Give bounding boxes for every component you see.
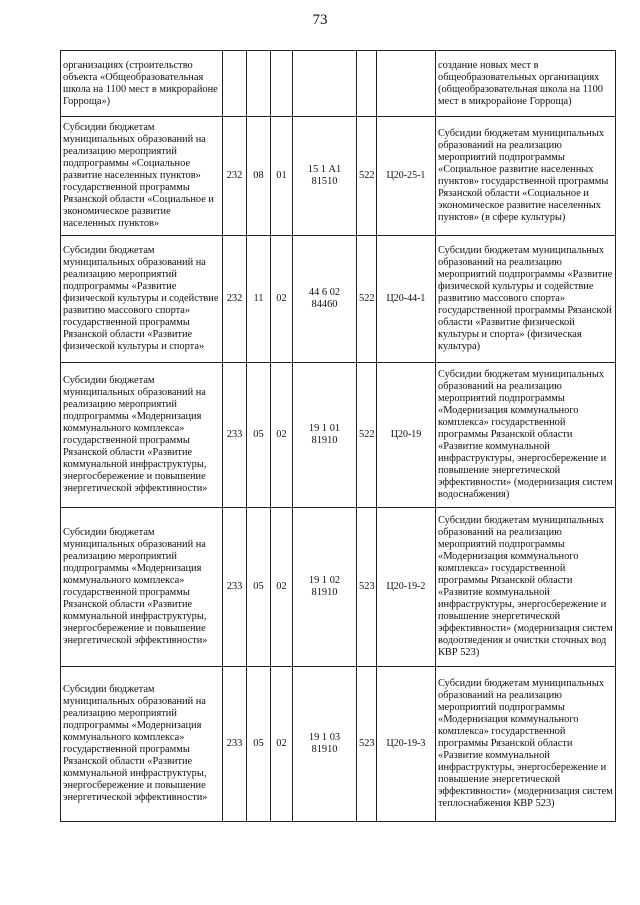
row-expense-type: 523	[357, 667, 377, 822]
row-description: Субсидии бюджетам муниципальных образований на реализацию мероприятий подпрограммы «Социальное развитие населенных пунктов» государственной программы Рязанской области «Социальное и экономическое развитие населенных пунктов»	[61, 117, 223, 236]
row-expense-type: 522	[357, 117, 377, 236]
row-subsidy-code: Ц20-44-1	[377, 236, 436, 363]
row-purpose-note: Субсидии бюджетам муниципальных образований на реализацию мероприятий подпрограммы «Развитие физической культуры и содействие развитию массового спорта» государственной программы Рязанской области «Развитие физической культуры и спорта» (физическая культура)	[436, 236, 616, 363]
row-purpose-note: Субсидии бюджетам муниципальных образований на реализацию мероприятий подпрограммы «Модернизация коммунального комплекса» государственной программы Рязанской области «Развитие коммунальной инфраструктуры, энергосбережение и повышение энергетической эффективности» (модернизация систем водоснабжения)	[436, 363, 616, 508]
row-expense-type: 523	[357, 508, 377, 667]
table-row	[61, 508, 616, 667]
table-row	[61, 51, 616, 117]
row-subsection-code	[271, 51, 293, 117]
row-section-code: 05	[247, 508, 271, 667]
budget-table	[60, 50, 616, 822]
table-row	[61, 117, 616, 236]
table-body	[61, 51, 616, 822]
row-subsidy-code: Ц20-19-2	[377, 508, 436, 667]
table-row	[61, 667, 616, 822]
row-description: организациях (строительство объекта «Общеобразовательная школа на 1100 мест в микрорайоне Горроща»)	[61, 51, 223, 117]
row-subsidy-code: Ц20-19-3	[377, 667, 436, 822]
row-section-code	[247, 51, 271, 117]
row-target-article: 15 1 А1 81510	[293, 117, 357, 236]
row-target-article: 19 1 03 81910	[293, 667, 357, 822]
row-subsection-code: 02	[271, 236, 293, 363]
row-purpose-note: Субсидии бюджетам муниципальных образований на реализацию мероприятий подпрограммы «Социальное развитие населенных пунктов» государственной программы Рязанской области «Социальное и экономическое развитие населенных пунктов» (в сфере культуры)	[436, 117, 616, 236]
row-purpose-note: Субсидии бюджетам муниципальных образований на реализацию мероприятий подпрограммы «Модернизация коммунального комплекса» государственной программы Рязанской области «Развитие коммунальной инфраструктуры, энергосбережение и повышение энергетической эффективности» (модернизация систем водоотведения и очистки сточных вод КВР 523)	[436, 508, 616, 667]
row-ministry-code: 233	[223, 508, 247, 667]
row-section-code: 05	[247, 363, 271, 508]
row-description: Субсидии бюджетам муниципальных образований на реализацию мероприятий подпрограммы «Модернизация коммунального комплекса» государственной программы Рязанской области «Развитие коммунальной инфраструктуры, энергосбережение и повышение энергетической эффективности»	[61, 363, 223, 508]
row-subsidy-code: Ц20-25-1	[377, 117, 436, 236]
row-ministry-code	[223, 51, 247, 117]
row-ministry-code: 232	[223, 117, 247, 236]
row-subsidy-code	[377, 51, 436, 117]
page-number: 73	[312, 12, 328, 28]
table-row	[61, 236, 616, 363]
row-ministry-code: 232	[223, 236, 247, 363]
row-section-code: 08	[247, 117, 271, 236]
row-section-code: 11	[247, 236, 271, 363]
row-target-article: 19 1 01 81910	[293, 363, 357, 508]
row-subsection-code: 02	[271, 667, 293, 822]
row-description: Субсидии бюджетам муниципальных образований на реализацию мероприятий подпрограммы «Модернизация коммунального комплекса» государственной программы Рязанской области «Развитие коммунальной инфраструктуры, энергосбережение и повышение энергетической эффективности»	[61, 667, 223, 822]
row-purpose-note: Субсидии бюджетам муниципальных образований на реализацию мероприятий подпрограммы «Модернизация коммунального комплекса» государственной программы Рязанской области «Развитие коммунальной инфраструктуры, энергосбережение и повышение энергетической эффективности» (модернизация систем теплоснабжения КВР 523)	[436, 667, 616, 822]
row-purpose-note: создание новых мест в общеобразовательных организациях (общеобразовательная школа на 1100 мест в микрорайоне Горроща)	[436, 51, 616, 117]
row-expense-type: 522	[357, 236, 377, 363]
table-row	[61, 363, 616, 508]
row-description: Субсидии бюджетам муниципальных образований на реализацию мероприятий подпрограммы «Модернизация коммунального комплекса» государственной программы Рязанской области «Развитие коммунальной инфраструктуры, энергосбережение и повышение энергетической эффективности»	[61, 508, 223, 667]
row-expense-type	[357, 51, 377, 117]
row-subsection-code: 02	[271, 363, 293, 508]
row-ministry-code: 233	[223, 667, 247, 822]
row-subsection-code: 02	[271, 508, 293, 667]
row-target-article	[293, 51, 357, 117]
row-description: Субсидии бюджетам муниципальных образований на реализацию мероприятий подпрограммы «Развитие физической культуры и содействие развитию массового спорта» государственной программы Рязанской области «Развитие физической культуры и спорта»	[61, 236, 223, 363]
row-subsidy-code: Ц20-19	[377, 363, 436, 508]
row-target-article: 19 1 02 81910	[293, 508, 357, 667]
row-subsection-code: 01	[271, 117, 293, 236]
row-expense-type: 522	[357, 363, 377, 508]
row-ministry-code: 233	[223, 363, 247, 508]
row-target-article: 44 6 02 84460	[293, 236, 357, 363]
row-section-code: 05	[247, 667, 271, 822]
